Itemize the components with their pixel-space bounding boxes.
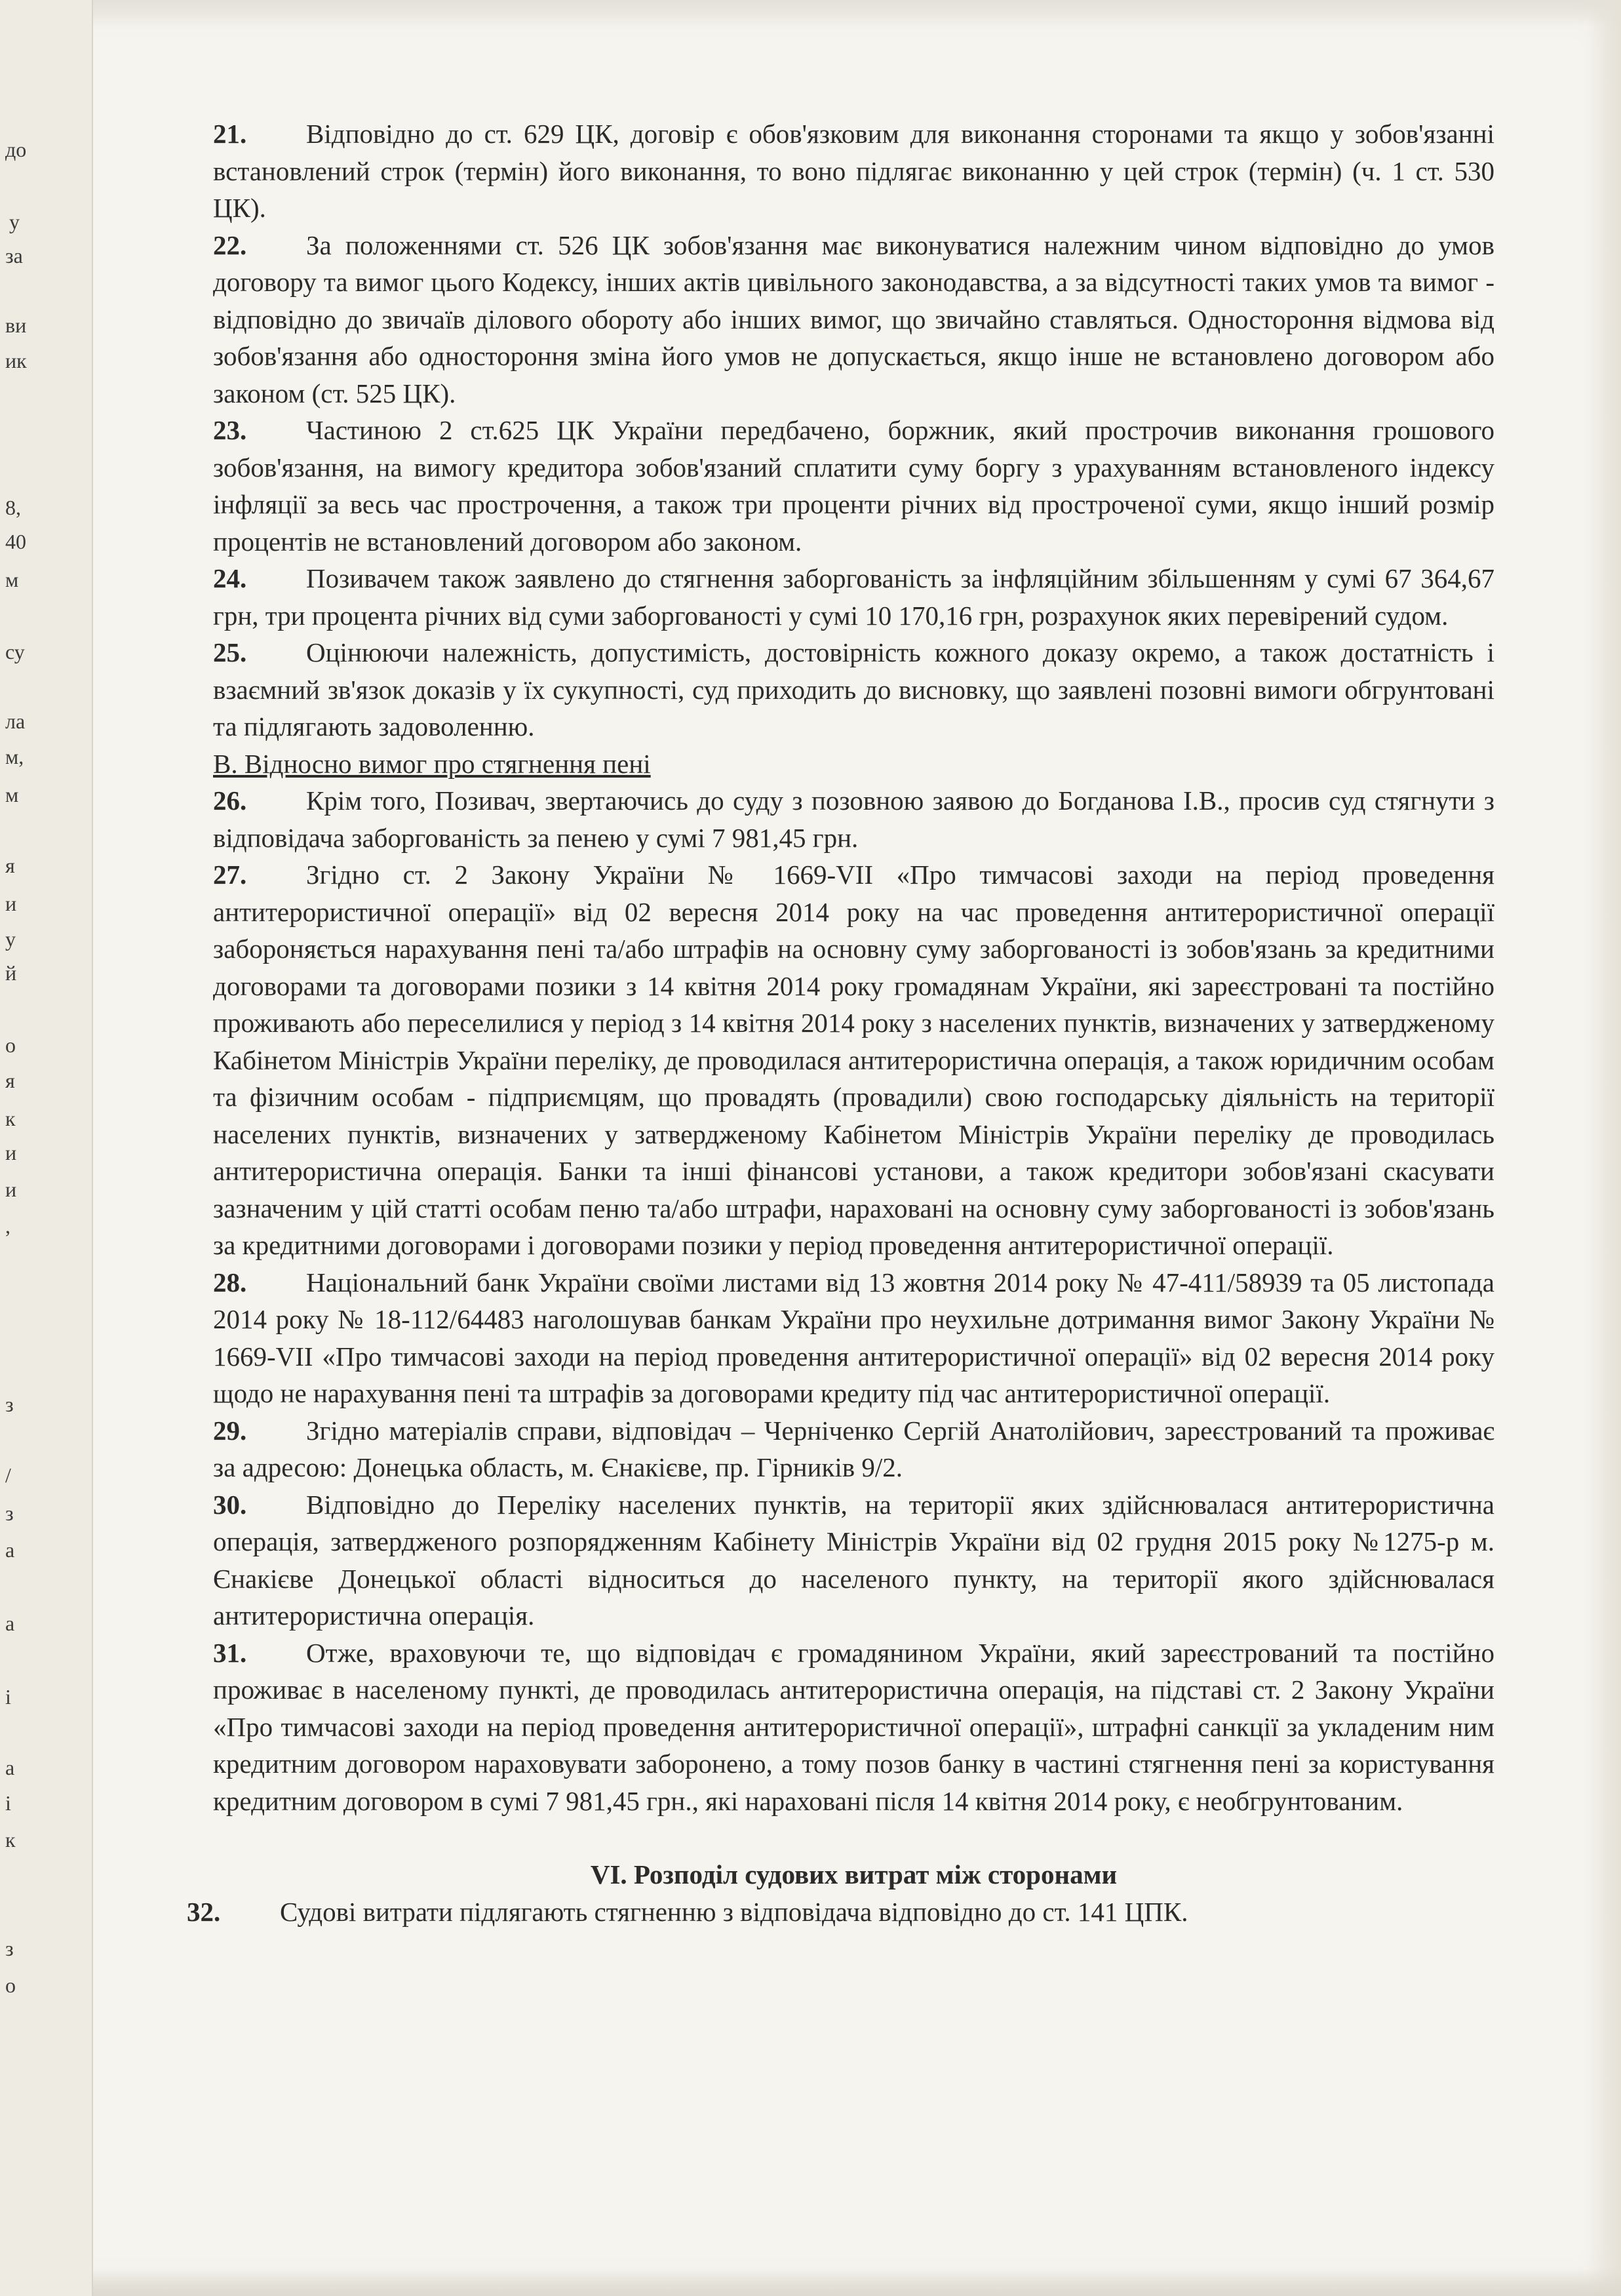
paragraph-text: Згідно ст. 2 Закону України № 1669-VII «Про тимчасові заходи на період проведення антитерористичної операції» від 02 вересня 2014 року на час проведення антитерористичної операції забороняється нарахування пені та/або штрафів на основну суму заборгованості із зобов'язань за кредитними договорами та договорами позики з 14 квітня 2014 року громадянам України, які зареєстровані та постійно проживають або переселилися у період з 14 квітня 2014 року з населених пунктів, визначених у затвердженому Кабінетом Міністрів України переліку, де проводилася антитерористична операція, а також юридичним особам та фізичним особам - підприємцям, що провадять (провадили) свою господарську діяльність на території населених пунктів, визначених у затвердженому Кабінетом Міністрів України переліку де проводилась антитерористична операція. Банки та інші фінансові установи, а також кредитори зобов'язані скасувати зазначеним у цій статті особам пеню та/або штрафи, нараховані на основну суму заборгованості із зобов'язань за кредитними договорами і договорами позики у період проведення антитерористичної операції. xyxy=(213,860,1494,1260)
paragraph-22 xyxy=(213,227,1494,412)
paragraph-text: Позивачем також заявлено до стягнення заборгованість за інфляційним збільшенням у сумі 67 364,67 грн, три процента річних від суми заборгованості у сумі 10 170,16 грн, розрахунок яких перевірений судом. xyxy=(213,563,1494,631)
paragraph-27 xyxy=(213,856,1494,1264)
margin-fragment: о xyxy=(5,1973,16,1997)
margin-fragment: / xyxy=(5,1463,11,1487)
paragraph-text: Національний банк України своїми листами від 13 жовтня 2014 року № 47-411/58939 та 05 листопада 2014 року № 18-112/64483 наголошував банкам України про неухильне дотримання вимог Закону України № 1669-VII «Про тимчасові заходи на період проведення антитерористичної операції» від 02 вересня 2014 року щодо не нарахування пені та штрафів за договорами кредиту під час антитерористичної операції. xyxy=(213,1267,1494,1408)
paragraph-number: 23. xyxy=(213,415,247,445)
margin-fragment: у xyxy=(9,210,20,233)
top-scan-shadow xyxy=(92,0,1621,26)
margin-fragment: ла xyxy=(5,709,26,733)
margin-fragment: за xyxy=(5,244,23,267)
margin-fragment: м xyxy=(5,783,19,806)
paragraph-30 xyxy=(213,1486,1494,1634)
paragraph-number: 21. xyxy=(213,119,247,149)
margin-fragment: 8, xyxy=(5,496,21,519)
paragraph-number: 22. xyxy=(213,229,247,260)
paragraph-26 xyxy=(213,782,1494,856)
margin-fragment: і xyxy=(5,1685,11,1709)
paragraph-text: Отже, враховуючи те, що відповідач є громадянином України, який зареєстрований та постійно проживає в населеному пункті, де проводилась антитерористична операція, на підставі ст. 2 Закону України «Про тимчасові заходи на період проведення антитерористичної операції», штрафні санкції за укладеним ним кредитним договором нараховувати заборонено, а тому позов банку в частині стягнення пені за користування кредитним договором в сумі 7 981,45 грн., які нараховані після 14 квітня 2014 року, є необгрунтованим. xyxy=(213,1637,1494,1816)
paragraph-number: 32. xyxy=(187,1896,221,1927)
paragraph-number: 29. xyxy=(213,1415,247,1446)
paragraph-number: 25. xyxy=(213,637,247,667)
paragraph-text: Оцінюючи належність, допустимість, достовірність кожного доказу окремо, а також достатність і взаємний зв'язок доказів у їх сукупності, суд приходить до висновку, що заявлені позовні вимоги обгрунтовані та підлягають задоволенню. xyxy=(213,637,1494,742)
paragraph-text: Частиною 2 ст.625 ЦК України передбачено, боржник, який прострочив виконання грошового зобов'язання, на вимогу кредитора зобов'язаний сплатити суму боргу з урахуванням встановленого індексу інфляції за весь час прострочення, а також три проценти річних від простроченої суми, якщо інший розмір процентів не встановлений договором або законом. xyxy=(213,415,1494,557)
margin-fragment: су xyxy=(5,640,25,663)
paragraph-text: Судові витрати підлягають стягненню з відповідача відповідно до ст. 141 ЦПК. xyxy=(280,1896,1188,1927)
paragraph-21 xyxy=(213,115,1494,227)
margin-fragment: и xyxy=(5,892,17,915)
margin-fragment: я xyxy=(5,1069,15,1092)
previous-page-margin-strip xyxy=(0,0,93,2296)
right-scan-shadow xyxy=(1586,0,1621,2296)
margin-fragment: й xyxy=(5,961,17,985)
margin-fragment: и xyxy=(5,1141,17,1164)
margin-fragment: а xyxy=(5,1756,15,1779)
paragraph-number: 27. xyxy=(213,860,247,890)
paragraph-29 xyxy=(213,1412,1494,1486)
paragraph-number: 26. xyxy=(213,785,247,816)
margin-fragment: ви xyxy=(5,313,27,337)
margin-fragment: з xyxy=(5,1393,14,1416)
paragraph-text: Згідно матеріалів справи, відповідач – Черніченко Сергій Анатолійович, зареєстрований та проживає за адресою: Донецька область, м. Єнакієве, пр. Гірників 9/2. xyxy=(213,1415,1494,1482)
paragraph-number: 31. xyxy=(213,1637,247,1668)
margin-fragment: к xyxy=(5,1107,16,1130)
margin-fragment: м, xyxy=(5,745,24,768)
section-heading-b: В. Відносно вимог про стягнення пені xyxy=(213,748,651,779)
paragraph-text: За положеннями ст. 526 ЦК зобов'язання має виконуватися належним чином відповідно до умов договору та вимог цього Кодексу, інших актів цивільного законодавства, а за відсутності таких умов та вимог - відповідно до звичаїв ділового обороту або інших вимог, що звичайно ставляться. Одностороння відмова від зобов'язання або одностороння зміна його умов не допускається, якщо інше не встановлено договором або законом (ст. 525 ЦК). xyxy=(213,229,1494,408)
paragraph-28 xyxy=(213,1264,1494,1412)
paragraph-31 xyxy=(213,1634,1494,1820)
margin-fragment: о xyxy=(5,1033,16,1057)
margin-fragment: и xyxy=(5,1178,17,1201)
margin-fragment: з xyxy=(5,1501,14,1525)
paragraph-number: 28. xyxy=(213,1267,247,1297)
paragraph-number: 30. xyxy=(213,1489,247,1520)
paragraph-number: 24. xyxy=(213,563,247,593)
margin-fragment: і xyxy=(5,1791,11,1815)
margin-fragment: м xyxy=(5,568,19,591)
margin-fragment: ик xyxy=(5,349,27,372)
margin-fragment: я xyxy=(5,854,15,877)
margin-fragment: до xyxy=(5,138,27,161)
margin-fragment: у xyxy=(5,927,16,951)
paragraph-text: Крім того, Позивач, звертаючись до суду з позовною заявою до Богданова І.В., просив суд стягнути з відповідача заборгованість за пенею у сумі 7 981,45 грн. xyxy=(213,785,1494,853)
paragraph-32 xyxy=(187,1893,1494,1931)
paragraph-24 xyxy=(213,560,1494,634)
margin-fragment: , xyxy=(5,1214,10,1238)
paragraph-25 xyxy=(213,634,1494,745)
document-body xyxy=(187,115,1494,1930)
paragraph-23 xyxy=(213,412,1494,560)
margin-fragment: к xyxy=(5,1828,16,1851)
bottom-scan-edge xyxy=(0,2268,1621,2296)
paragraph-text: Відповідно до ст. 629 ЦК, договір є обов'язковим для виконання сторонами та якщо у зобов'язанні встановлений строк (термін) його виконання, то воно підлягає виконанню у цей строк (термін) (ч. 1 ст. 530 ЦК). xyxy=(213,119,1494,223)
section-heading-vi: VI. Розподіл судових витрат між сторонами xyxy=(590,1859,1118,1890)
paragraph-text: Відповідно до Переліку населених пунктів, на території яких здійснювалася антитерористична операція, затвердженого розпорядженням Кабінету Міністрів України від 02 грудня 2015 року №1275-р м. Єнакієве Донецької області відноситься до населеного пункту, на території якого здійснювалася антитерористична операція. xyxy=(213,1489,1494,1631)
margin-fragment: з xyxy=(5,1937,14,1960)
margin-fragment: а xyxy=(5,1538,15,1562)
margin-fragment: 40 xyxy=(5,530,26,553)
margin-fragment: а xyxy=(5,1612,15,1635)
